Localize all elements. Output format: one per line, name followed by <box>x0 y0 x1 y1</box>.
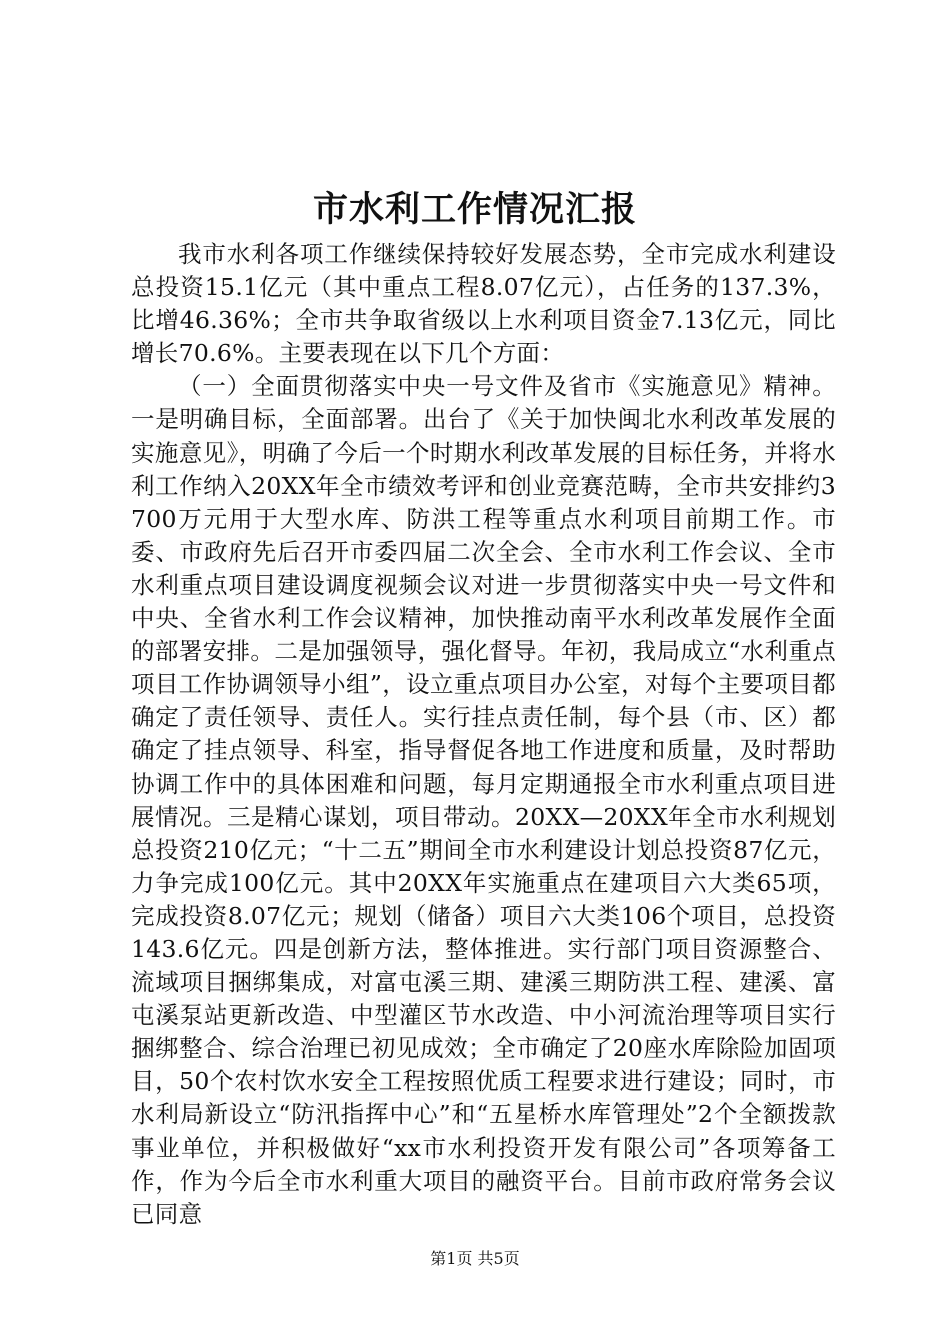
paragraph-section-one: （一）全面贯彻落实中央一号文件及省市《实施意见》精神。一是明确目标，全面部署。出台了《关于加快闽北水利改革发展的实施意见》，明确了今后一个时期水利改革发展的目标任务，并将水利工作纳入20XX年全市绩效考评和创业竞赛范畴，全市共安排约3700万元用于大型水库、防洪工程等重点水利项目前期工作。市委、市政府先后召开市委四届二次全会、全市水利工作会议、全市水利重点项目建设调度视频会议对进一步贯彻落实中央一号文件和中央、全省水利工作会议精神，加快推动南平水利改革发展作全面的部署安排。二是加强领导，强化督导。年初，我局成立“水利重点项目工作协调领导小组”，设立重点项目办公室，对每个主要项目都确定了责任领导、责任人。实行挂点责任制，每个县（市、区）都确定了挂点领导、科室，指导督促各地工作进度和质量，及时帮助协调工作中的具体困难和问题，每月定期通报全市水利重点项目进展情况。三是精心谋划，项目带动。20XX—20XX年全市水利规划总投资210亿元；“十二五”期间全市水利建设计划总投资87亿元，力争完成100亿元。其中20XX年实施重点在建项目六大类65项，完成投资8.07亿元；规划（储备）项目六大类106个项目，总投资143.6亿元。四是创新方法，整体推进。实行部门项目资源整合、流域项目捆绑集成，对富屯溪三期、建溪三期防洪工程、建溪、富屯溪泵站更新改造、中型灌区节水改造、中小河流治理等项目实行捆绑整合、综合治理已初见成效；全市确定了20座水库除险加固项目，50个农村饮水安全工程按照优质工程要求进行建设；同时，市水利局新设立“防汛指挥中心”和“五星桥水库管理处”2个全额拨款事业单位，并积极做好“xx市水利投资开发有限公司”各项筹备工作，作为今后全市水利重大项目的融资平台。目前市政府常务会议已同意 <box>131 372 836 1228</box>
document-title: 市水利工作情况汇报 <box>312 189 637 230</box>
paragraph-intro: 我市水利各项工作继续保持较好发展态势，全市完成水利建设总投资15.1亿元（其中重点工程8.07亿元），占任务的137.3%，比增46.36%；全市共争取省级以上水利项目资金7.13亿元，同比增长70.6%。主要表现在以下几个方面： <box>131 240 836 368</box>
page-footer: 第1页 共5页 <box>430 1249 520 1268</box>
document-body <box>131 238 836 1231</box>
